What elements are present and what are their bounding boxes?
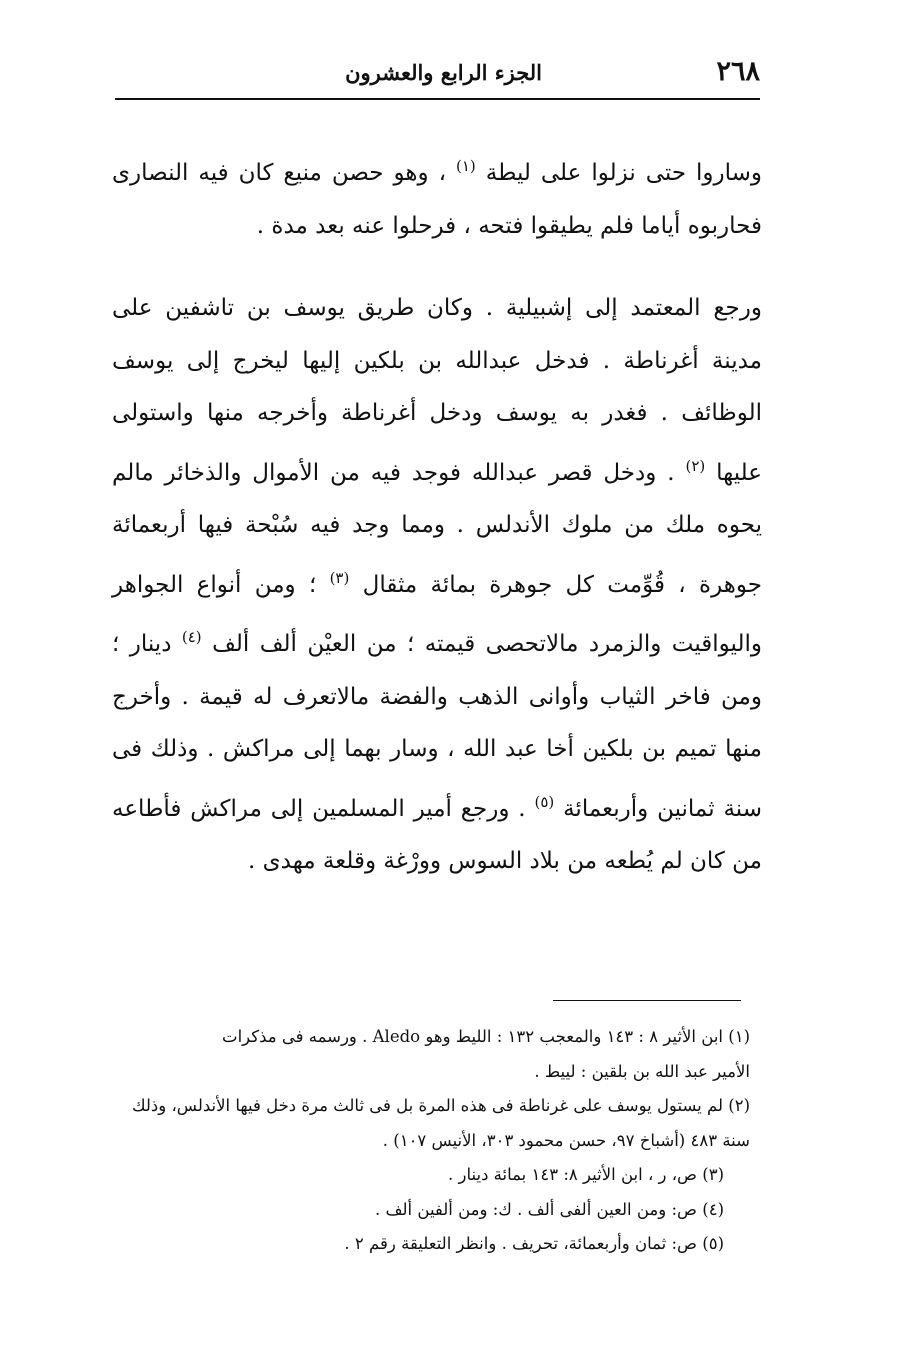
running-title: الجزء الرابع والعشرون	[345, 60, 542, 85]
paragraph-2	[112, 282, 762, 888]
text-run: ؛ ومن أنواع الجواهر واليواقيت والزمرد مالاتحصى قيمته ؛ من العيْن ألف ألف	[112, 571, 763, 657]
footnote-ref-2[interactable]: (٢)	[685, 456, 706, 475]
text-run: ورجع المعتمد إلى إشبيلية . وكان طريق يوسف بن تاشفين على مدينة أغرناطة . فدخل عبدالله بن بلكين إليها ليخرج إلى يوسف الوظائف . فغدر به يوسف ودخل أغرناطة وأخرجه منها واستولى عليها	[112, 295, 763, 486]
page-header	[115, 52, 760, 92]
footnotes	[112, 1020, 762, 1262]
text-run: ، وهو حصن منيع كان فيه النصارى فحاربوه أياما فلم يطيقوا فتحه ، فرحلوا عنه بعد مدة .	[112, 160, 762, 239]
footnote-ref-1[interactable]: (١)	[456, 157, 476, 175]
paragraph-1	[112, 140, 762, 252]
footnote-2-line-1: (٢) لم يستول يوسف على غرناطة فى هذه المرة بل فى ثالث مرة دخل فيها الأندلس، وذلك	[131, 1096, 750, 1115]
footnote-2-line-2: سنة ٤٨٣ (أشباخ ٩٧، حسن محمود ٣٠٣، الأنيس ١٠٧) .	[382, 1130, 750, 1150]
footnote-1-line-2: الأمير عبد الله بن بلقين : لييط .	[534, 1061, 750, 1081]
text-run: دينار ؛ ومن فاخر الثياب وأوانى الذهب والفضة مالاتعرف له قيمة . وأخرج منها تميم بن بلكين أخا عبد الله ، وسار بهما إلى مراكش . وذلك فى سنة ثمانين وأربعمائة	[112, 631, 763, 822]
footnote-1-line-1: (١) ابن الأثير ٨ : ١٤٣ والمعجب ١٣٢ : الليط وهو Aledo . ورسمه فى مذكرات	[222, 1027, 750, 1046]
footnote-ref-5[interactable]: (٥)	[534, 792, 555, 811]
header-rule	[115, 98, 760, 100]
main-text	[112, 140, 762, 888]
footnote-separator	[553, 1000, 741, 1001]
footnote-5: (٥) ص: ثمان وأربعمائة، تحريف . وانظر التعليقة رقم ٢ .	[344, 1234, 724, 1253]
page-number: ٢٦٨	[716, 56, 760, 87]
text-run: وساروا حتى نزلوا على ليطة	[485, 160, 763, 186]
footnote-3: (٣) ص، ر ، ابن الأثير ٨: ١٤٣ بمائة دينار .	[448, 1165, 724, 1184]
text-run: . ورجع أمير المسلمين إلى مراكش فأطاعه من كان لم يُطعه من بلاد السوس وورْغة وقلعة مهدى .	[112, 795, 762, 874]
footnote-ref-4[interactable]: (٤)	[181, 628, 202, 646]
footnote-4: (٤) ص: ومن العين ألفى ألف . ك: ومن ألفين ألف .	[374, 1199, 724, 1219]
footnote-ref-3[interactable]: (٣)	[329, 568, 350, 587]
text-run: . ودخل قصر عبدالله فوجد فيه من الأموال والذخائر مالم يحوه ملك من ملوك الأندلس . ومما وجد فيه سُبْحة فيها أربعمائة جوهرة ، قُوِّمت كل جوهرة بمائة مثقال	[112, 459, 762, 598]
